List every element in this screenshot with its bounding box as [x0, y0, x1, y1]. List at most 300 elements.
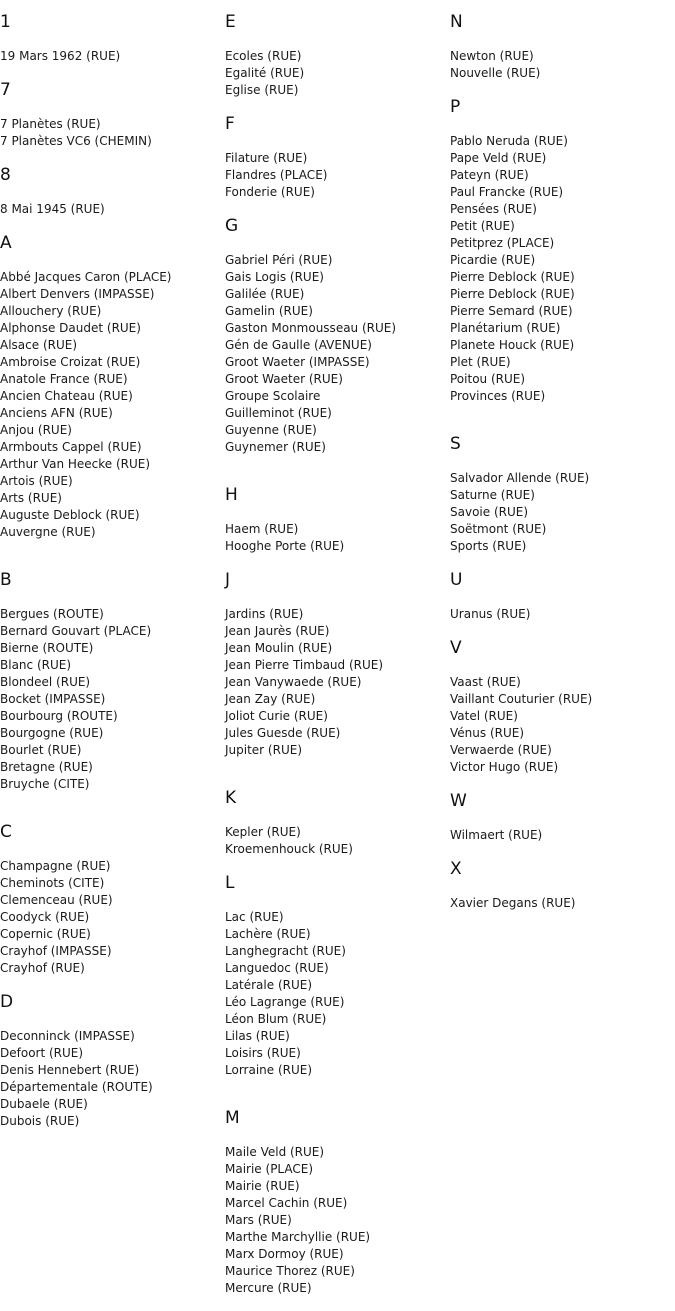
street-item: [225, 150, 445, 167]
letter-group: [0, 11, 220, 65]
street-list: [225, 252, 445, 456]
street-link[interactable]: Jardins (RUE): [225, 607, 304, 621]
street-link[interactable]: Pensées (RUE): [450, 202, 537, 216]
street-link[interactable]: Egalité (RUE): [225, 66, 305, 80]
street-link[interactable]: Jean Zay (RUE): [225, 692, 316, 706]
street-link[interactable]: Mars (RUE): [225, 1213, 292, 1227]
street-link[interactable]: Dubaele (RUE): [0, 1097, 88, 1111]
street-link[interactable]: Guilleminot (RUE): [225, 406, 332, 420]
street-item: [0, 48, 220, 65]
street-item: [225, 994, 445, 1011]
street-item: [225, 1195, 445, 1212]
street-link[interactable]: Deconninck (IMPASSE): [0, 1029, 135, 1043]
street-item: [450, 538, 670, 555]
street-item: [0, 116, 220, 133]
street-link[interactable]: Pierre Deblock (RUE): [450, 287, 575, 301]
street-link[interactable]: Lachère (RUE): [225, 927, 311, 941]
letter-group: [225, 11, 445, 99]
street-list: [0, 201, 220, 218]
street-link[interactable]: Gén de Gaulle (AVENUE): [225, 338, 372, 352]
street-link[interactable]: Nouvelle (RUE): [450, 66, 541, 80]
street-list: [0, 48, 220, 65]
street-link[interactable]: Armbouts Cappel (RUE): [0, 440, 142, 454]
letter-heading: L: [225, 873, 235, 893]
letter-group: [450, 637, 670, 776]
street-link[interactable]: Mairie (PLACE): [225, 1162, 314, 1176]
street-item: [225, 960, 445, 977]
street-item: [225, 1212, 445, 1229]
street-item: [0, 892, 220, 909]
street-link[interactable]: 7 Planètes (RUE): [0, 117, 101, 131]
street-link[interactable]: Defoort (RUE): [0, 1046, 84, 1060]
street-link[interactable]: Newton (RUE): [450, 49, 534, 63]
street-link[interactable]: Crayhof (RUE): [0, 961, 85, 975]
street-item: [0, 691, 220, 708]
street-link[interactable]: Artois (RUE): [0, 474, 73, 488]
letter-group: [225, 1107, 445, 1297]
letter-group: [450, 569, 670, 623]
street-item: [225, 422, 445, 439]
street-item: [225, 1045, 445, 1062]
street-item: [225, 725, 445, 742]
street-list: [450, 606, 670, 623]
street-item: [0, 909, 220, 926]
street-link[interactable]: Marx Dormoy (RUE): [225, 1247, 344, 1261]
street-link[interactable]: Kepler (RUE): [225, 825, 301, 839]
street-link[interactable]: Copernic (RUE): [0, 927, 91, 941]
street-item: [0, 742, 220, 759]
street-link[interactable]: Anciens AFN (RUE): [0, 406, 113, 420]
street-item: [0, 1079, 220, 1096]
street-link[interactable]: Pierre Semard (RUE): [450, 304, 573, 318]
street-item: [225, 691, 445, 708]
street-link[interactable]: Picardie (RUE): [450, 253, 536, 267]
street-item: [0, 1045, 220, 1062]
street-list: [0, 116, 220, 150]
street-item: [0, 133, 220, 150]
street-link[interactable]: Bocket (IMPASSE): [0, 692, 106, 706]
street-link[interactable]: Bergues (ROUTE): [0, 607, 104, 621]
letter-heading: X: [450, 859, 462, 879]
street-link[interactable]: Arts (RUE): [0, 491, 62, 505]
street-link[interactable]: Albert Denvers (IMPASSE): [0, 287, 155, 301]
street-item: [0, 439, 220, 456]
street-link[interactable]: Paul Francke (RUE): [450, 185, 564, 199]
street-link[interactable]: 7 Planètes VC6 (CHEMIN): [0, 134, 152, 148]
street-item: [225, 354, 445, 371]
street-link[interactable]: Jean Pierre Timbaud (RUE): [225, 658, 384, 672]
street-item: [0, 858, 220, 875]
street-item: [0, 776, 220, 793]
street-link[interactable]: Vatel (RUE): [450, 709, 518, 723]
street-link[interactable]: Loisirs (RUE): [225, 1046, 301, 1060]
street-item: [450, 759, 670, 776]
street-item: [225, 977, 445, 994]
street-item: [225, 286, 445, 303]
letter-heading: 1: [0, 12, 11, 32]
street-index-column: [0, 11, 220, 1144]
street-list: [450, 827, 670, 844]
street-link[interactable]: Gaston Monmousseau (RUE): [225, 321, 397, 335]
letter-heading: V: [450, 638, 462, 658]
street-link[interactable]: Bourgogne (RUE): [0, 726, 104, 740]
street-item: [0, 337, 220, 354]
street-list: [0, 269, 220, 541]
street-item: [0, 657, 220, 674]
street-link[interactable]: Alsace (RUE): [0, 338, 78, 352]
street-item: [0, 269, 220, 286]
letter-heading: S: [450, 434, 461, 454]
letter-group: [0, 164, 220, 218]
street-link[interactable]: Clemenceau (RUE): [0, 893, 113, 907]
street-item: [225, 371, 445, 388]
street-link[interactable]: Marthe Marchyllie (RUE): [225, 1230, 371, 1244]
street-link[interactable]: Denis Hennebert (RUE): [0, 1063, 140, 1077]
street-item: [450, 742, 670, 759]
letter-heading: F: [225, 114, 235, 134]
street-item: [450, 725, 670, 742]
street-link[interactable]: Bourlet (RUE): [0, 743, 82, 757]
letter-group: [0, 79, 220, 150]
street-link[interactable]: Mairie (RUE): [225, 1179, 300, 1193]
street-item: [450, 895, 670, 912]
street-item: [0, 1028, 220, 1045]
street-link[interactable]: Abbé Jacques Caron (PLACE): [0, 270, 172, 284]
street-link[interactable]: Arthur Van Heecke (RUE): [0, 457, 151, 471]
street-list: [450, 674, 670, 776]
street-link[interactable]: Provinces (RUE): [450, 389, 546, 403]
street-link[interactable]: Auvergne (RUE): [0, 525, 96, 539]
street-item: [225, 1280, 445, 1297]
street-link[interactable]: Crayhof (IMPASSE): [0, 944, 112, 958]
street-link[interactable]: Pablo Neruda (RUE): [450, 134, 568, 148]
street-list: [225, 606, 445, 759]
street-link[interactable]: Languedoc (RUE): [225, 961, 329, 975]
street-link[interactable]: Bruyche (CITE): [0, 777, 90, 791]
street-link[interactable]: Petit (RUE): [450, 219, 515, 233]
street-link[interactable]: Ancien Chateau (RUE): [0, 389, 133, 403]
street-list: [450, 470, 670, 555]
letter-heading: H: [225, 485, 238, 505]
street-item: [450, 252, 670, 269]
street-item: [0, 303, 220, 320]
street-link[interactable]: Pateyn (RUE): [450, 168, 529, 182]
street-list: [225, 150, 445, 201]
street-link[interactable]: Pape Veld (RUE): [450, 151, 547, 165]
street-list: [225, 48, 445, 99]
street-item: [450, 167, 670, 184]
street-link[interactable]: 8 Mai 1945 (RUE): [0, 202, 105, 216]
street-link[interactable]: Plet (RUE): [450, 355, 511, 369]
street-item: [450, 133, 670, 150]
letter-group: [225, 484, 445, 555]
street-item: [225, 303, 445, 320]
street-item: [225, 926, 445, 943]
letter-group: [225, 215, 445, 456]
street-link[interactable]: Maile Veld (RUE): [225, 1145, 325, 1159]
street-item: [225, 538, 445, 555]
letter-group: [450, 433, 670, 555]
street-link[interactable]: Sports (RUE): [450, 539, 527, 553]
street-link[interactable]: Coodyck (RUE): [0, 910, 90, 924]
street-link[interactable]: Jean Vanywaede (RUE): [225, 675, 362, 689]
street-list: [0, 858, 220, 977]
street-item: [0, 725, 220, 742]
letter-group: [0, 991, 220, 1130]
street-item: [450, 150, 670, 167]
street-link[interactable]: Verwaerde (RUE): [450, 743, 552, 757]
street-item: [0, 524, 220, 541]
street-item: [225, 742, 445, 759]
letter-heading: 8: [0, 165, 11, 185]
street-item: [225, 337, 445, 354]
street-link[interactable]: Jean Jaurès (RUE): [225, 624, 330, 638]
street-item: [450, 470, 670, 487]
street-link[interactable]: Planete Houck (RUE): [450, 338, 575, 352]
street-link[interactable]: Ambroise Croizat (RUE): [0, 355, 141, 369]
street-item: [225, 1161, 445, 1178]
letter-heading: K: [225, 788, 237, 808]
street-link[interactable]: Eglise (RUE): [225, 83, 299, 97]
street-link[interactable]: 19 Mars 1962 (RUE): [0, 49, 121, 63]
street-item: [0, 623, 220, 640]
street-link[interactable]: Gabriel Péri (RUE): [225, 253, 333, 267]
letter-heading: N: [450, 12, 463, 32]
letter-group: [450, 96, 670, 405]
street-link[interactable]: Départementale (ROUTE): [0, 1080, 153, 1094]
street-link[interactable]: Gamelin (RUE): [225, 304, 313, 318]
street-link[interactable]: Jules Guesde (RUE): [225, 726, 341, 740]
street-item: [225, 439, 445, 456]
street-link[interactable]: Blanc (RUE): [0, 658, 72, 672]
street-link[interactable]: Jupiter (RUE): [225, 743, 302, 757]
street-item: [225, 708, 445, 725]
street-link[interactable]: Lilas (RUE): [225, 1029, 290, 1043]
street-item: [450, 201, 670, 218]
street-link[interactable]: Alphonse Daudet (RUE): [0, 321, 141, 335]
street-item: [225, 1178, 445, 1195]
street-list: [225, 909, 445, 1079]
street-link[interactable]: Lorraine (RUE): [225, 1063, 313, 1077]
street-item: [0, 405, 220, 422]
street-item: [0, 640, 220, 657]
street-item: [0, 490, 220, 507]
street-item: [0, 473, 220, 490]
street-link[interactable]: Fonderie (RUE): [225, 185, 315, 199]
letter-heading: 7: [0, 80, 11, 100]
street-list: [225, 1144, 445, 1297]
letter-heading: B: [0, 570, 12, 590]
street-link[interactable]: Maurice Thorez (RUE): [225, 1264, 355, 1278]
letter-heading: P: [450, 97, 461, 117]
street-link[interactable]: Planétarium (RUE): [450, 321, 561, 335]
street-link[interactable]: Guynemer (RUE): [225, 440, 326, 454]
street-item: [225, 184, 445, 201]
letter-group: [225, 787, 445, 858]
street-link[interactable]: Savoie (RUE): [450, 505, 529, 519]
letter-heading: J: [225, 570, 231, 590]
street-link[interactable]: Flandres (PLACE): [225, 168, 328, 182]
street-link[interactable]: Joliot Curie (RUE): [225, 709, 328, 723]
street-link[interactable]: Uranus (RUE): [450, 607, 531, 621]
street-item: [450, 65, 670, 82]
street-link[interactable]: Groot Waeter (IMPASSE): [225, 355, 370, 369]
street-link[interactable]: Pierre Deblock (RUE): [450, 270, 575, 284]
street-link[interactable]: Guyenne (RUE): [225, 423, 317, 437]
street-list: [0, 606, 220, 793]
letter-heading: W: [450, 791, 467, 811]
street-link[interactable]: Poitou (RUE): [450, 372, 526, 386]
letter-group: [0, 821, 220, 977]
street-link[interactable]: Ecoles (RUE): [225, 49, 302, 63]
street-item: [450, 48, 670, 65]
street-list: [450, 48, 670, 82]
letter-group: [450, 790, 670, 844]
street-link[interactable]: Groot Waeter (RUE): [225, 372, 343, 386]
street-item: [450, 354, 670, 371]
street-link[interactable]: Anatole France (RUE): [0, 372, 128, 386]
street-item: [450, 504, 670, 521]
street-link[interactable]: Latérale (RUE): [225, 978, 313, 992]
street-link[interactable]: Mercure (RUE): [225, 1281, 312, 1295]
letter-group: [225, 872, 445, 1079]
street-item: [450, 674, 670, 691]
street-list: [225, 521, 445, 555]
street-link[interactable]: Jean Moulin (RUE): [225, 641, 333, 655]
street-link[interactable]: Marcel Cachin (RUE): [225, 1196, 348, 1210]
street-link[interactable]: Vénus (RUE): [450, 726, 525, 740]
street-link[interactable]: Haem (RUE): [225, 522, 299, 536]
street-item: [450, 606, 670, 623]
street-item: [450, 218, 670, 235]
street-link[interactable]: Blondeel (RUE): [0, 675, 91, 689]
street-item: [0, 286, 220, 303]
street-link[interactable]: Anjou (RUE): [0, 423, 72, 437]
street-link[interactable]: Vaillant Couturier (RUE): [450, 692, 593, 706]
street-item: [225, 405, 445, 422]
street-link[interactable]: Saturne (RUE): [450, 488, 535, 502]
street-item: [450, 371, 670, 388]
letter-heading: G: [225, 216, 239, 236]
street-item: [450, 691, 670, 708]
street-item: [0, 926, 220, 943]
street-link[interactable]: Bierne (ROUTE): [0, 641, 94, 655]
street-item: [225, 824, 445, 841]
street-link[interactable]: Wilmaert (RUE): [450, 828, 543, 842]
street-link[interactable]: Vaast (RUE): [450, 675, 521, 689]
street-item: [0, 759, 220, 776]
street-item: [225, 65, 445, 82]
street-link[interactable]: Léo Lagrange (RUE): [225, 995, 345, 1009]
letter-heading: C: [0, 822, 12, 842]
street-item: [225, 606, 445, 623]
street-item: [225, 909, 445, 926]
street-item: [0, 371, 220, 388]
street-list: [0, 1028, 220, 1130]
street-item: [0, 943, 220, 960]
street-item: [225, 1062, 445, 1079]
street-link[interactable]: Allouchery (RUE): [0, 304, 102, 318]
letter-group: [225, 569, 445, 759]
street-item: [225, 841, 445, 858]
street-item: [450, 235, 670, 252]
street-item: [450, 388, 670, 405]
street-item: [450, 708, 670, 725]
street-item: [450, 487, 670, 504]
street-link[interactable]: Xavier Degans (RUE): [450, 896, 576, 910]
letter-heading: D: [0, 992, 14, 1012]
letter-group: [0, 569, 220, 793]
street-link[interactable]: Bretagne (RUE): [0, 760, 93, 774]
street-item: [225, 269, 445, 286]
street-item: [225, 1011, 445, 1028]
street-item: [225, 1144, 445, 1161]
street-link[interactable]: Groupe Scolaire: [225, 389, 321, 403]
street-link[interactable]: Gais Logis (RUE): [225, 270, 324, 284]
street-link[interactable]: Auguste Deblock (RUE): [0, 508, 140, 522]
letter-group: [0, 232, 220, 541]
street-link[interactable]: Hooghe Porte (RUE): [225, 539, 345, 553]
street-link[interactable]: Petitprez (PLACE): [450, 236, 555, 250]
street-index-column: [450, 11, 670, 926]
street-item: [225, 623, 445, 640]
street-item: [0, 1113, 220, 1130]
street-link[interactable]: Bernard Gouvart (PLACE): [0, 624, 152, 638]
street-link[interactable]: Léon Blum (RUE): [225, 1012, 327, 1026]
street-item: [450, 269, 670, 286]
street-item: [225, 1028, 445, 1045]
street-item: [0, 507, 220, 524]
street-item: [225, 657, 445, 674]
street-link[interactable]: Champagne (RUE): [0, 859, 111, 873]
street-item: [450, 521, 670, 538]
street-link[interactable]: Galilée (RUE): [225, 287, 305, 301]
street-item: [225, 388, 445, 405]
street-item: [450, 320, 670, 337]
street-item: [225, 640, 445, 657]
street-item: [225, 167, 445, 184]
street-link[interactable]: Kroemenhouck (RUE): [225, 842, 353, 856]
street-link[interactable]: Bourbourg (ROUTE): [0, 709, 118, 723]
street-item: [0, 388, 220, 405]
letter-group: [450, 858, 670, 912]
street-link[interactable]: Victor Hugo (RUE): [450, 760, 559, 774]
street-item: [0, 354, 220, 371]
street-item: [450, 303, 670, 320]
street-item: [225, 1229, 445, 1246]
street-item: [0, 960, 220, 977]
street-item: [450, 184, 670, 201]
street-link[interactable]: Langhegracht (RUE): [225, 944, 346, 958]
street-item: [0, 674, 220, 691]
street-link[interactable]: Lac (RUE): [225, 910, 284, 924]
street-link[interactable]: Soëtmont (RUE): [450, 522, 547, 536]
street-item: [225, 521, 445, 538]
street-item: [225, 1263, 445, 1280]
street-item: [0, 1096, 220, 1113]
letter-heading: A: [0, 233, 12, 253]
street-item: [225, 48, 445, 65]
street-link[interactable]: Cheminots (CITE): [0, 876, 105, 890]
street-item: [225, 252, 445, 269]
street-link[interactable]: Dubois (RUE): [0, 1114, 80, 1128]
letter-heading: E: [225, 12, 236, 32]
street-link[interactable]: Filature (RUE): [225, 151, 308, 165]
street-item: [225, 943, 445, 960]
street-list: [450, 895, 670, 912]
street-link[interactable]: Salvador Allende (RUE): [450, 471, 590, 485]
letter-heading: M: [225, 1108, 240, 1128]
